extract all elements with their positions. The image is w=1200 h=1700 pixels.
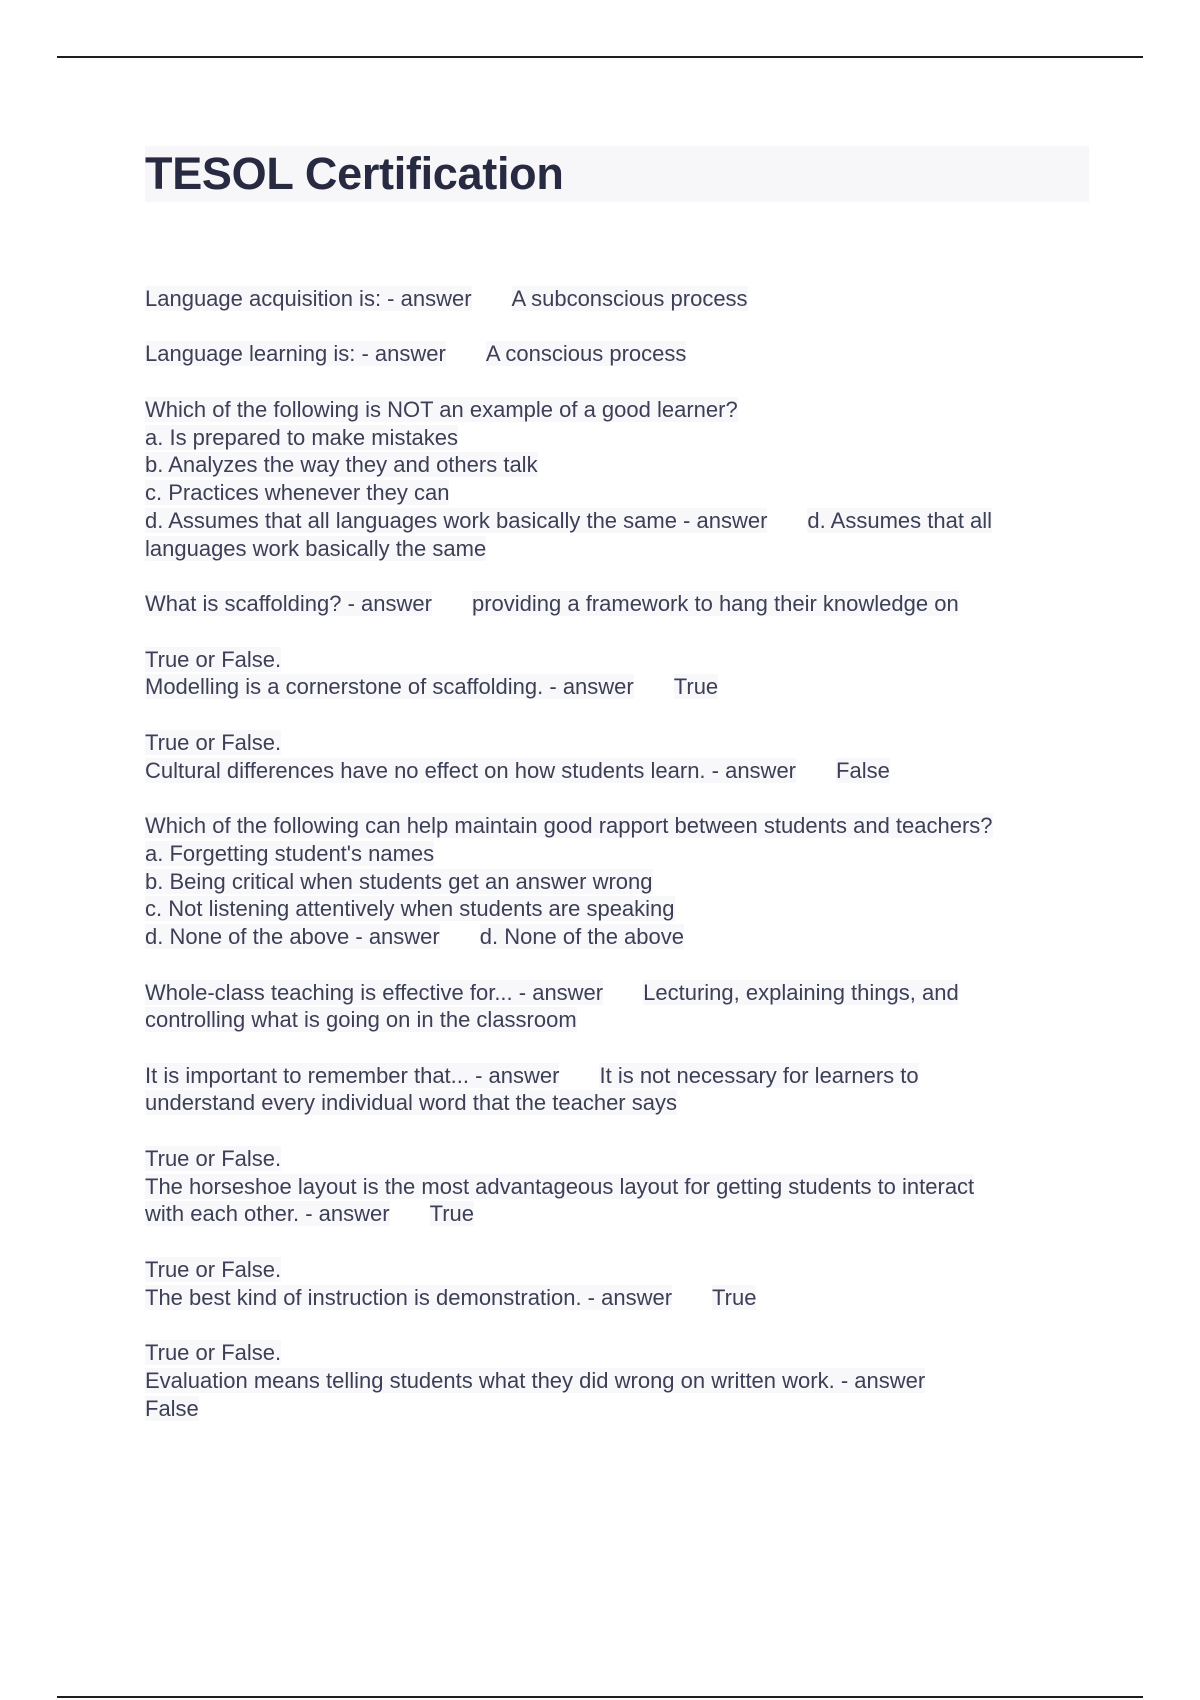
qa-item <box>145 1256 1090 1312</box>
question-segment: True or False. <box>145 1256 282 1282</box>
question-segment: The best kind of instruction is demonstration. - answer <box>145 1284 673 1310</box>
question-segment: d. None of the above - answer <box>145 924 440 950</box>
question-text <box>145 285 1090 313</box>
question-text <box>145 590 1090 618</box>
question-segment: a. Forgetting student's names <box>145 840 435 866</box>
answer-text: controlling what is going on in the classroom <box>145 1007 577 1033</box>
answer-line <box>145 535 1090 563</box>
question-line <box>145 507 1090 535</box>
question-text <box>145 1256 1090 1284</box>
question-line <box>145 757 1090 785</box>
answer-text: d. Assumes that all <box>807 507 993 533</box>
question-line <box>145 840 1090 868</box>
answer-text: False <box>836 757 890 783</box>
answer-text: It is not necessary for learners to <box>599 1062 919 1088</box>
qa-item <box>145 646 1090 702</box>
answer-text: True <box>429 1201 474 1227</box>
question-text <box>145 340 1090 368</box>
question-line <box>145 868 1090 896</box>
question-segment: Whole-class teaching is effective for... - answer <box>145 979 604 1005</box>
qa-item <box>145 729 1090 785</box>
question-segment: b. Being critical when students get an answer wrong <box>145 868 653 894</box>
question-line <box>145 451 1090 479</box>
answer-text: True <box>673 674 719 700</box>
question-segment: Language learning is: - answer <box>145 341 446 367</box>
answer-text: understand every individual word that the teacher says <box>145 1090 677 1116</box>
question-line <box>145 1367 1090 1395</box>
question-segment: d. Assumes that all languages work basically the same - answer <box>145 507 768 533</box>
top-rule <box>57 56 1143 58</box>
question-text <box>145 1062 1090 1090</box>
question-text <box>145 979 1090 1007</box>
qa-item <box>145 1339 1090 1422</box>
question-segment: The horseshoe layout is the most advantageous layout for getting students to interact <box>145 1173 975 1199</box>
question-text <box>145 729 1090 757</box>
answer-text: A subconscious process <box>511 286 748 311</box>
qa-item <box>145 285 1090 313</box>
question-segment: True or False. <box>145 646 282 672</box>
question-segment: c. Practices whenever they can <box>145 480 450 506</box>
answer-text: providing a framework to hang their knowledge on <box>471 591 959 617</box>
qa-item <box>145 396 1090 563</box>
bottom-rule <box>57 1696 1143 1698</box>
question-text <box>145 1145 1090 1173</box>
qa-item <box>145 590 1090 618</box>
question-segment: b. Analyzes the way they and others talk <box>145 452 538 478</box>
question-line <box>145 895 1090 923</box>
page-title: TESOL Certification <box>145 148 564 199</box>
question-line <box>145 673 1090 701</box>
question-segment: True or False. <box>145 1145 282 1171</box>
answer-text: Lecturing, explaining things, and <box>643 979 959 1005</box>
answer-line <box>145 1006 1090 1034</box>
question-segment: Cultural differences have no effect on how students learn. - answer <box>145 757 797 783</box>
qa-item <box>145 340 1090 368</box>
qa-list <box>145 285 1090 1450</box>
answer-line <box>145 1089 1090 1117</box>
question-segment: Evaluation means telling students what they did wrong on written work. - answer <box>145 1367 926 1393</box>
question-segment: Language acquisition is: - answer <box>145 286 472 311</box>
question-line <box>145 923 1090 951</box>
qa-item <box>145 1145 1090 1228</box>
question-text <box>145 812 1090 840</box>
question-segment: What is scaffolding? - answer <box>145 591 432 617</box>
qa-item <box>145 1062 1090 1118</box>
question-segment: True or False. <box>145 729 282 755</box>
answer-text: d. None of the above <box>479 924 684 950</box>
answer-line <box>145 1395 1090 1423</box>
question-text <box>145 1339 1090 1367</box>
question-segment: Which of the following is NOT an example of a good learner? <box>145 396 738 422</box>
qa-item <box>145 979 1090 1035</box>
question-segment: c. Not listening attentively when students are speaking <box>145 896 675 922</box>
question-segment: with each other. - answer <box>145 1201 390 1227</box>
question-line <box>145 479 1090 507</box>
question-text <box>145 646 1090 674</box>
question-segment: a. Is prepared to make mistakes <box>145 424 459 450</box>
question-line <box>145 1200 1090 1228</box>
question-line <box>145 424 1090 452</box>
question-segment: It is important to remember that... - answer <box>145 1062 560 1088</box>
question-line <box>145 1173 1090 1201</box>
question-line <box>145 1284 1090 1312</box>
answer-text: False <box>145 1395 199 1421</box>
question-segment: Modelling is a cornerstone of scaffolding. - answer <box>145 674 634 700</box>
qa-item <box>145 812 1090 951</box>
question-segment: True or False. <box>145 1340 282 1366</box>
answer-text: languages work basically the same <box>145 535 487 561</box>
question-text <box>145 396 1090 424</box>
question-segment: Which of the following can help maintain good rapport between students and teachers? <box>145 812 993 838</box>
answer-text: A conscious process <box>485 341 687 367</box>
answer-text: True <box>712 1284 757 1310</box>
